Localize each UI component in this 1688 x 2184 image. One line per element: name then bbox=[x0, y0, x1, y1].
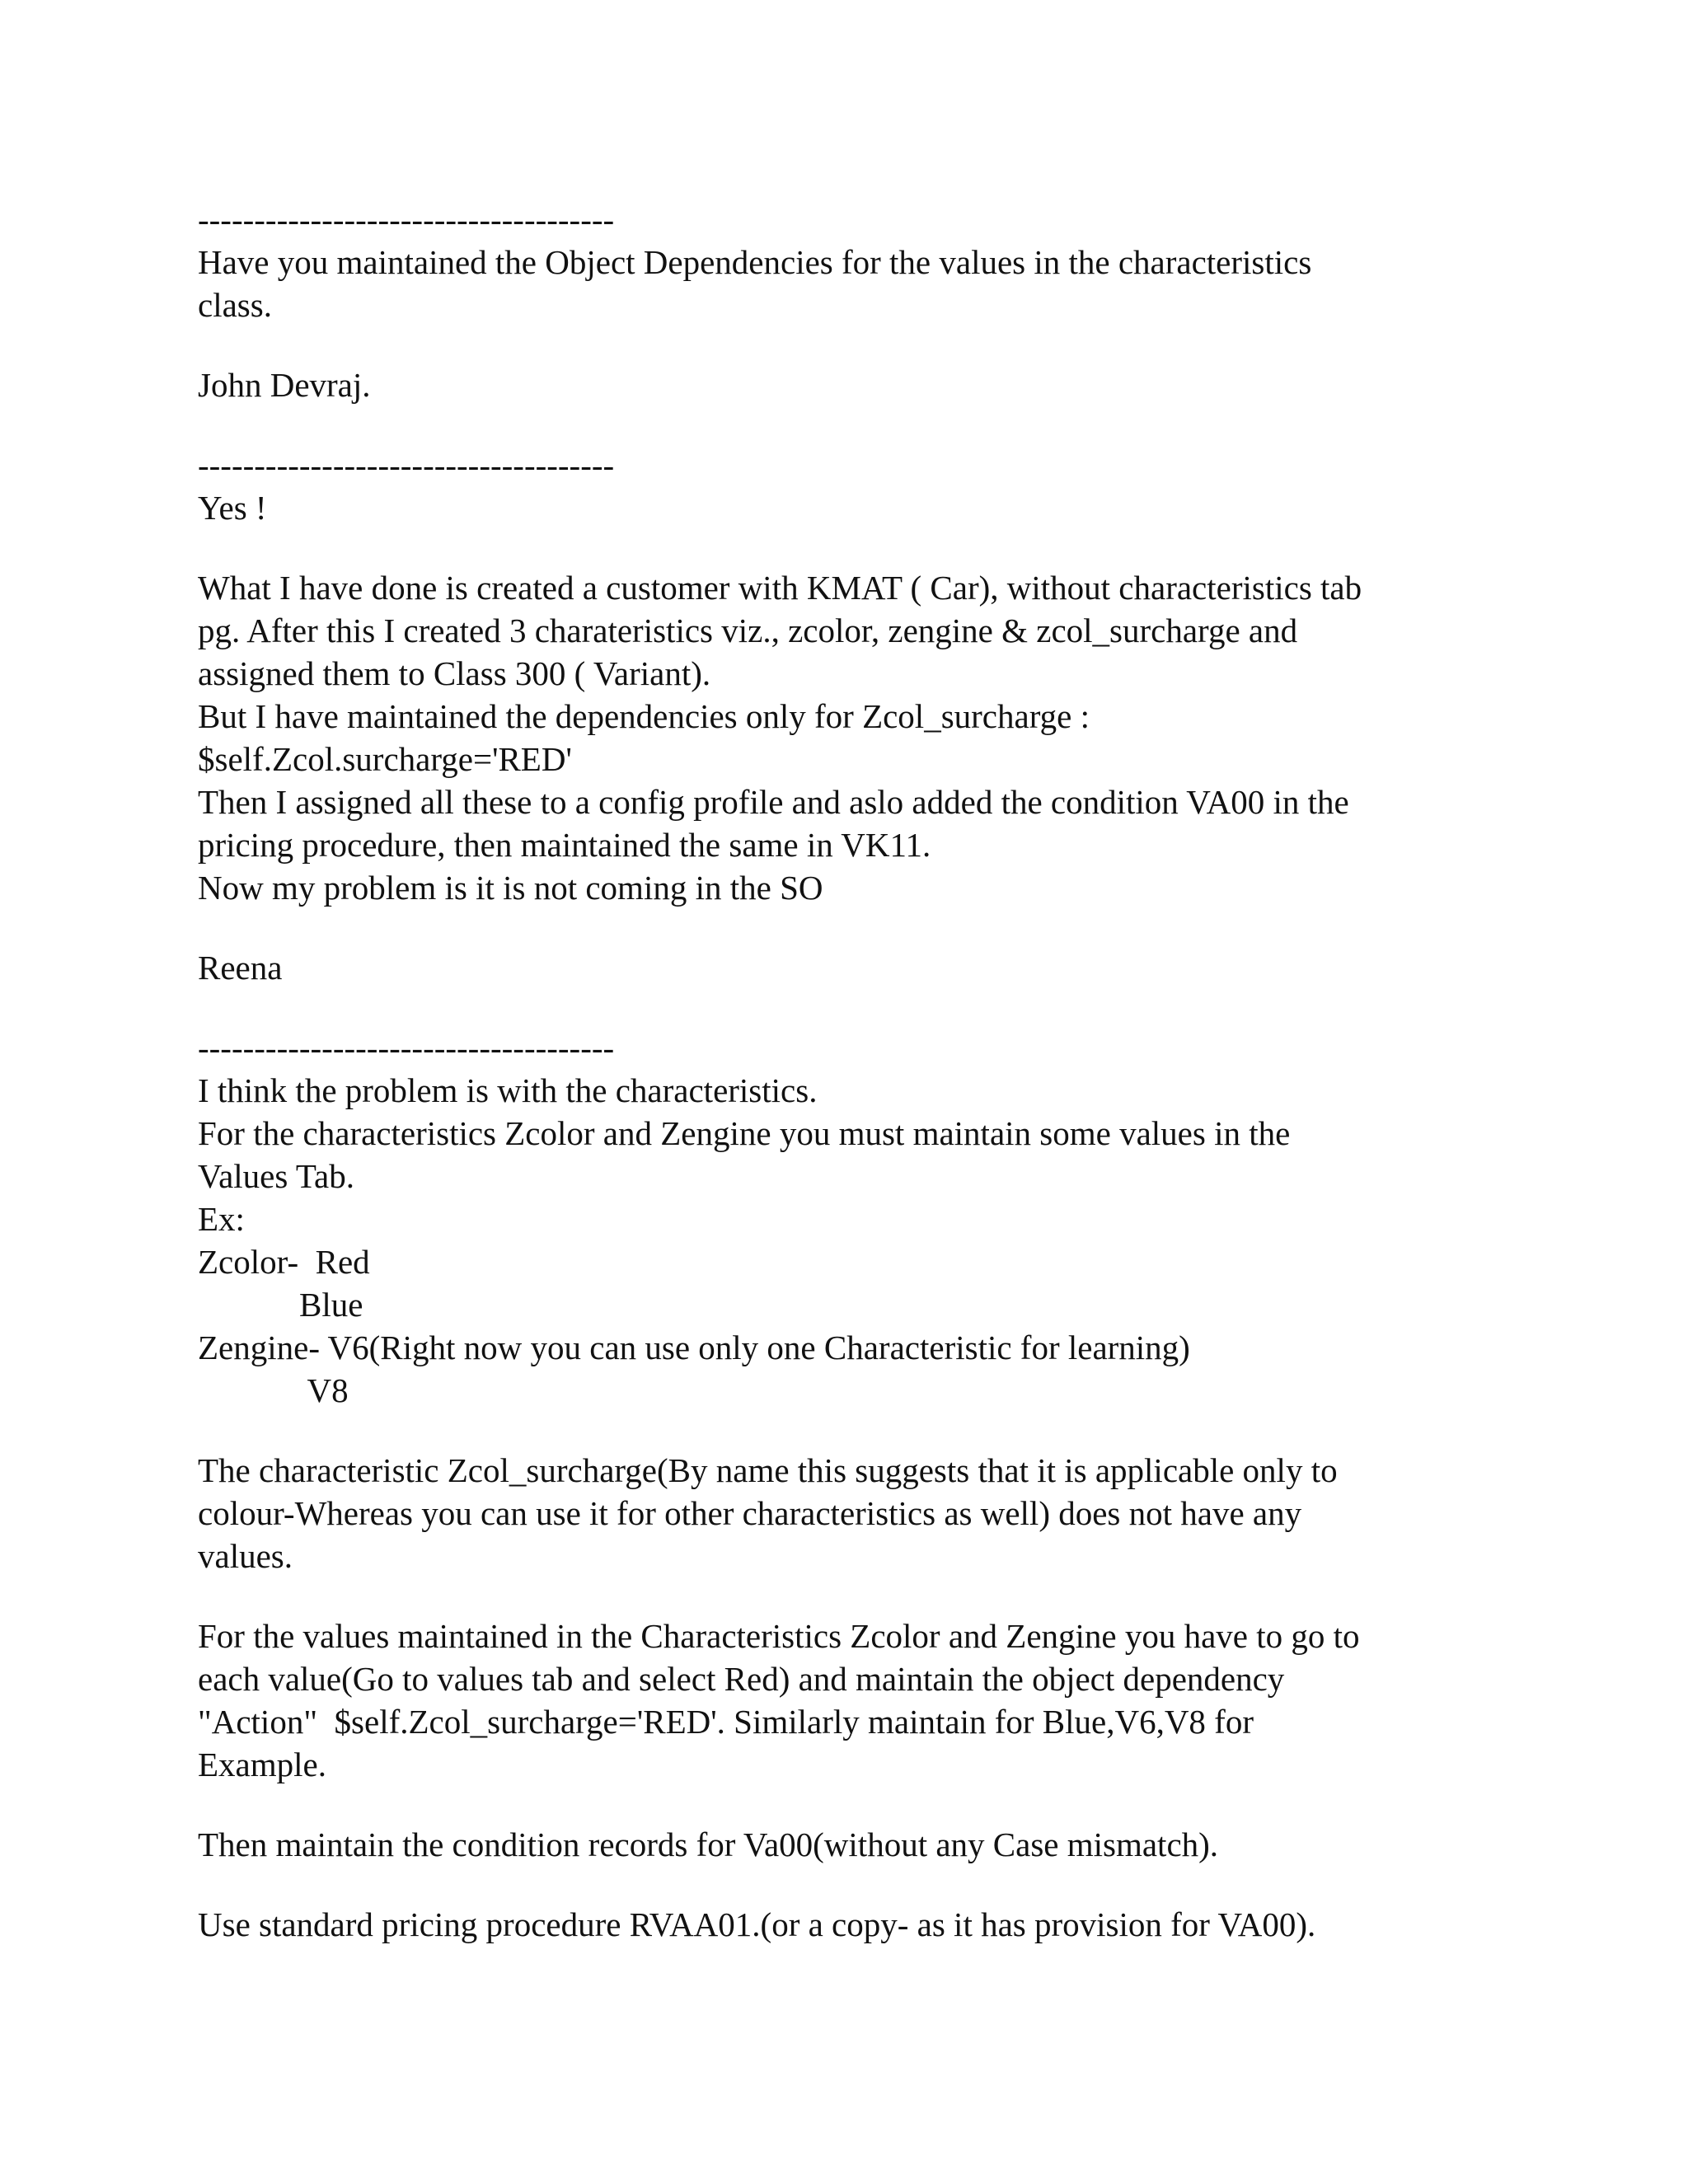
text-line: Example. bbox=[198, 1746, 326, 1783]
blank-line bbox=[198, 989, 1517, 1026]
blank-line bbox=[198, 529, 1517, 566]
text-line: Yes ! bbox=[198, 489, 267, 527]
text-line: What I have done is created a customer with KMAT ( Car), without characteristics tab bbox=[198, 569, 1362, 607]
text-line: pg. After this I created 3 charateristics viz., zcolor, zengine & zcol_surcharge and bbox=[198, 612, 1298, 649]
separator-2: ------------------------------------- bbox=[198, 446, 615, 484]
text-line: Values Tab. bbox=[198, 1157, 354, 1195]
text-line: colour-Whereas you can use it for other characteristics as well) does not have any bbox=[198, 1494, 1302, 1532]
text-line: Then I assigned all these to a config profile and aslo added the condition VA00 in the bbox=[198, 783, 1349, 821]
document-body bbox=[198, 198, 1517, 1946]
blank-line bbox=[198, 1412, 1517, 1449]
text-line: Zengine- V6(Right now you can use only one Characteristic for learning) bbox=[198, 1329, 1190, 1366]
blank-line bbox=[198, 909, 1517, 946]
signature-reena: Reena bbox=[198, 949, 283, 987]
text-line: V8 bbox=[198, 1371, 349, 1409]
text-line: I think the problem is with the characteristics. bbox=[198, 1071, 818, 1109]
text-line: Use standard pricing procedure RVAA01.(or a copy- as it has provision for VA00). bbox=[198, 1905, 1316, 1943]
text-line: class. bbox=[198, 286, 272, 324]
blank-line bbox=[198, 1866, 1517, 1903]
text-line: Blue bbox=[198, 1286, 363, 1324]
blank-line bbox=[198, 1786, 1517, 1823]
text-line: Zcolor- Red bbox=[198, 1243, 370, 1281]
text-line: values. bbox=[198, 1537, 293, 1575]
text-line: Have you maintained the Object Dependencies for the values in the characteristics bbox=[198, 243, 1312, 281]
text-line: For the values maintained in the Characteristics Zcolor and Zengine you have to go to bbox=[198, 1617, 1360, 1655]
text-line: But I have maintained the dependencies only for Zcol_surcharge : bbox=[198, 697, 1090, 735]
text-line: For the characteristics Zcolor and Zengine you must maintain some values in the bbox=[198, 1114, 1291, 1152]
blank-line bbox=[198, 326, 1517, 363]
text-line: Then maintain the condition records for Va00(without any Case mismatch). bbox=[198, 1825, 1219, 1863]
text-line: $self.Zcol.surcharge='RED' bbox=[198, 740, 572, 778]
separator-1: ------------------------------------- bbox=[198, 200, 615, 238]
text-line: each value(Go to values tab and select Red) and maintain the object dependency bbox=[198, 1660, 1285, 1698]
signature-john-devraj: John Devraj. bbox=[198, 366, 371, 404]
text-line: The characteristic Zcol_surcharge(By name this suggests that it is applicable only to bbox=[198, 1451, 1338, 1489]
text-line: "Action" $self.Zcol_surcharge='RED'. Similarly maintain for Blue,V6,V8 for bbox=[198, 1703, 1254, 1741]
blank-line bbox=[198, 406, 1517, 443]
text-line: Ex: bbox=[198, 1200, 245, 1238]
text-line: Now my problem is it is not coming in the SO bbox=[198, 869, 823, 907]
text-line: assigned them to Class 300 ( Variant). bbox=[198, 654, 711, 692]
separator-3: ------------------------------------- bbox=[198, 1029, 615, 1066]
blank-line bbox=[198, 1577, 1517, 1615]
text-line: pricing procedure, then maintained the same in VK11. bbox=[198, 826, 931, 864]
